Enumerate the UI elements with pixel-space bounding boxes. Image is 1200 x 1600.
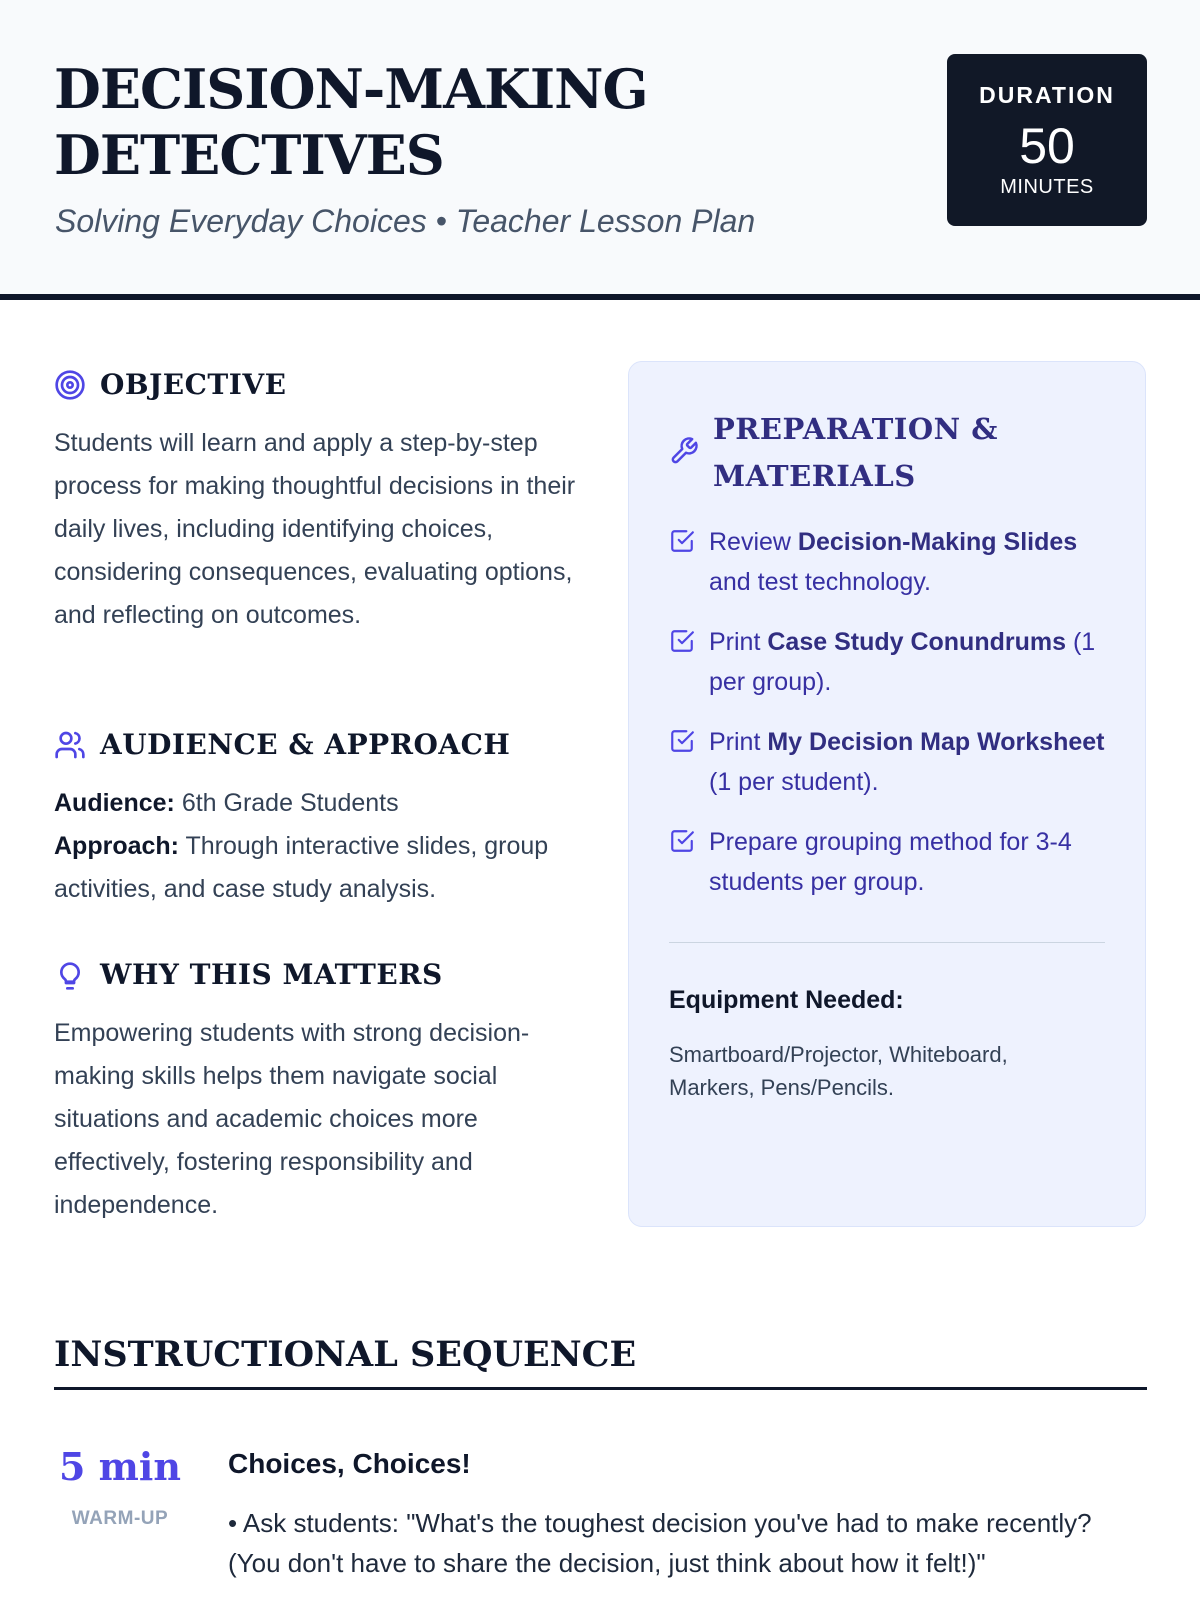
audience-details [54,782,594,911]
duration-badge [947,54,1147,226]
why-text: Empowering students with strong decision-making skills helps them navigate social situations and academic choices more effectively, fostering responsibility and independence. [54,1019,530,1219]
target-icon [54,369,86,401]
step-phase: WARM-UP [71,1508,169,1529]
duration-label: DURATION [979,82,1115,108]
lesson-header [0,0,1200,300]
step-time: 5 min [59,1444,181,1489]
approach-line: Approach: Through interactive slides, group activities, and case study analysis. [54,832,549,903]
lightbulb-icon [54,959,86,991]
preparation-panel [628,361,1146,1227]
why-heading: WHY THIS MATTERS [54,958,443,991]
objective-heading: OBJECTIVE [54,368,286,401]
lesson-title: DECISION-MAKING DETECTIVES [54,57,648,187]
lesson-subtitle: Solving Everyday Choices • Teacher Lesson Plan [55,203,756,239]
users-icon [54,729,86,761]
duration-value: 50 [1019,118,1075,174]
prep-item: Print My Decision Map Worksheet (1 per student). [669,722,1109,802]
sequence-heading: INSTRUCTIONAL SEQUENCE [54,1334,1147,1390]
audience-heading: AUDIENCE & APPROACH [54,728,510,761]
check-square-icon [669,828,695,854]
objective-text: Students will learn and apply a step-by-step process for making thoughtful decisions in their daily lives, including identifying choices, considering consequences, evaluating options, and reflecting on outcomes. [54,429,576,629]
prep-item: Review Decision-Making Slides and test technology. [669,522,1109,602]
check-square-icon [669,628,695,654]
step-title: Choices, Choices! [228,1448,471,1479]
duration-unit: MINUTES [1000,176,1094,198]
wrench-icon [669,436,699,466]
equipment-text: Smartboard/Projector, Whiteboard, Markers, Pens/Pencils. [669,1042,1008,1100]
equipment-label: Equipment Needed: [669,986,904,1014]
check-square-icon [669,528,695,554]
prep-item: Print Case Study Conundrums (1 per group). [669,622,1109,702]
audience-line: Audience: 6th Grade Students [54,789,399,817]
step-body: • Ask students: "What's the toughest decision you've had to make recently? (You don't have to share the decision, just think about how it felt!)" [228,1508,1092,1578]
check-square-icon [669,728,695,754]
prep-item: Prepare grouping method for 3-4 students per group. [669,822,1109,902]
prep-divider [669,942,1105,943]
preparation-heading: PREPARATION & MATERIALS [669,406,998,500]
